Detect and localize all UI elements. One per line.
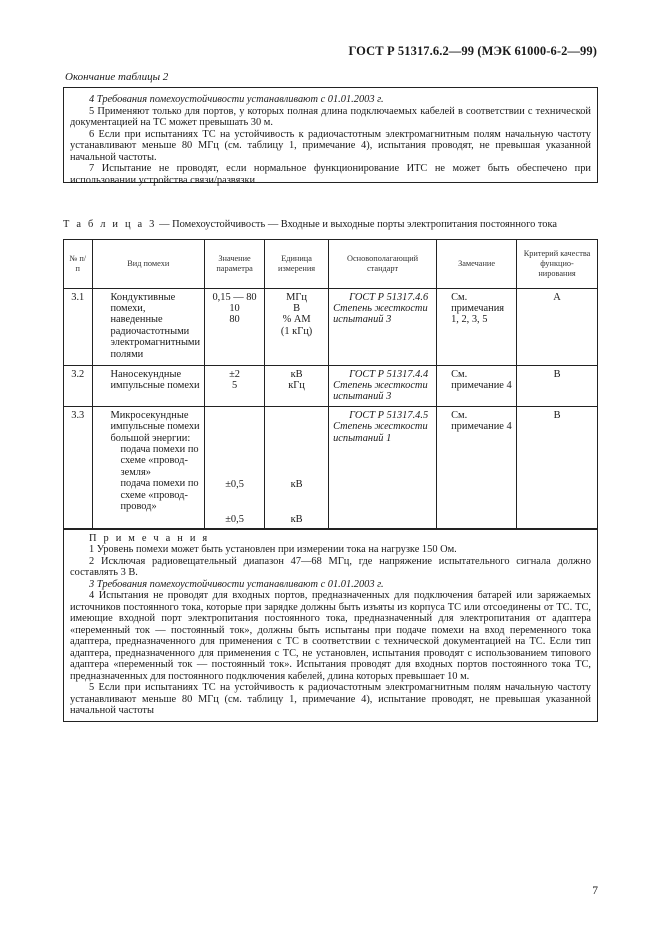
row-remark: См. примечания 1, 2, 3, 5 bbox=[437, 288, 517, 365]
table3-caption-label: Т а б л и ц а 3 bbox=[63, 219, 157, 230]
row-standard-code: ГОСТ Р 51317.4.5 bbox=[349, 409, 429, 421]
row-standard-degree: Степень жесткости испытаний 3 bbox=[333, 379, 428, 403]
row-values bbox=[205, 288, 265, 365]
table3-header-row bbox=[64, 240, 597, 288]
table-row bbox=[64, 288, 597, 365]
table3-note-1: 1 Уровень помехи может быть установлен при измерении тока на нагрузке 150 Ом. bbox=[89, 544, 457, 556]
row-standard bbox=[329, 406, 437, 528]
th-remark: Замечание bbox=[437, 240, 517, 288]
table3 bbox=[63, 239, 598, 722]
notes-title: П р и м е ч а н и я bbox=[89, 532, 210, 544]
row-value: ±2 bbox=[229, 368, 241, 380]
table-row bbox=[64, 406, 597, 528]
row-values bbox=[205, 406, 265, 528]
row-remark: См. примечание 4 bbox=[437, 406, 517, 528]
row-units bbox=[265, 365, 329, 406]
page-header-standard: ГОСТ Р 51317.6.2—99 (МЭК 61000-6-2—99) bbox=[348, 44, 597, 58]
row-value: ±0,5 bbox=[225, 478, 244, 490]
page-number: 7 bbox=[592, 885, 598, 897]
th-value: Значение параметра bbox=[205, 240, 265, 288]
row-unit: МГц bbox=[286, 291, 307, 303]
table3-note-4: 4 Испытания не проводят для входных портов, предназначенных для подключения батарей или заряжаемых источников постоянного тока, которые при зарядке должны быть изъяты из корпуса ТС или отсоединены от ТС. ТС, имеющие входной порт электропитания постоянного тока, предназначенный для электропитания от адаптера «переменный ток — постоянный ток», должны быть испытаны при подаче помехи на вход переменного тока адаптера, предназначенного для применения с ТС в соответствии с технической документацией на ТС. Если тип адаптера, предназначенного для применения с ТС, не установлен, испытания проводят с использованием типового адаптера «переменный ток — постоянный ток». Испытания проводят для входных портов постоянного тока ТС, предназначенных для постоянного подключения кабелей, длина которых превышает 10 м. bbox=[70, 590, 591, 682]
row-units bbox=[265, 406, 329, 528]
row-criterion: В bbox=[517, 406, 597, 528]
row-unit: кВ bbox=[290, 478, 303, 490]
table3-note-3: 3 Требования помехоустойчивости устанавливают с 01.01.2003 г. bbox=[89, 578, 384, 590]
row-values bbox=[205, 365, 265, 406]
row-value: 5 bbox=[231, 379, 238, 391]
row-num: 3.2 bbox=[64, 365, 92, 406]
th-num: № п/п bbox=[64, 240, 92, 288]
table2-note-7: 7 Испытание не проводят, если нормальное функционирование ИТС не может быть обеспечено при использовании устройства связи/развязки bbox=[70, 163, 591, 186]
row-kind: Кондуктивные помехи, наведенные радиочастотными электромагнитными полями bbox=[92, 288, 205, 365]
row-unit: кГц bbox=[288, 379, 305, 391]
row-standard-code: ГОСТ Р 51317.4.6 bbox=[349, 291, 429, 303]
row-kind: Наносекундные импульсные помехи bbox=[92, 365, 205, 406]
th-criterion: Критерий качества функцио- нирования bbox=[517, 240, 597, 288]
row-units bbox=[265, 288, 329, 365]
table3-note-2: 2 Исключая радиовещательный диапазон 47—68 МГц, где напряжение испытательного сигнала должно составлять 3 В. bbox=[70, 555, 591, 579]
row-remark: См. примечание 4 bbox=[437, 365, 517, 406]
table2-note-4: 4 Требования помехоустойчивости устанавливают с 01.01.2003 г. bbox=[89, 94, 384, 105]
row-standard-degree: Степень жесткости испытаний 3 bbox=[333, 302, 428, 326]
row-standard bbox=[329, 288, 437, 365]
row-kind-sub2: подача помехи по схеме «провод-провод» bbox=[120, 478, 199, 512]
table3-notes bbox=[64, 529, 597, 721]
row-num: 3.3 bbox=[64, 406, 92, 528]
row-value: 0,15 — 80 bbox=[212, 291, 257, 303]
row-value: ±0,5 bbox=[225, 513, 244, 525]
table3-caption bbox=[63, 219, 603, 230]
table2-note-5: 5 Применяют только для портов, у которых полная длина подключаемых кабелей в соответствии с технической документацией на ТС может превышать 30 м. bbox=[70, 105, 591, 128]
row-unit: В bbox=[293, 302, 301, 314]
row-unit: % АМ bbox=[282, 314, 311, 326]
row-standard-degree: Степень жесткости испытаний 1 bbox=[333, 421, 428, 444]
row-kind-main: Микросекундные импульсные помехи большой энергии: bbox=[110, 409, 200, 444]
row-unit: кВ bbox=[290, 368, 303, 380]
row-standard bbox=[329, 365, 437, 406]
row-num: 3.1 bbox=[64, 288, 92, 365]
th-unit: Единица измерения bbox=[265, 240, 329, 288]
row-value: 10 bbox=[229, 302, 240, 314]
th-standard: Основополагающий стандарт bbox=[329, 240, 437, 288]
row-unit: (1 кГц) bbox=[280, 325, 313, 337]
table3-caption-text: — Помехоустойчивость — Входные и выходные порты электропитания постоянного тока bbox=[156, 219, 557, 230]
row-criterion: В bbox=[517, 365, 597, 406]
row-standard-code: ГОСТ Р 51317.4.4 bbox=[349, 368, 429, 380]
table-row bbox=[64, 365, 597, 406]
th-kind: Вид помехи bbox=[92, 240, 205, 288]
row-kind-sub1: подача помехи по схеме «провод-земля» bbox=[120, 443, 199, 478]
row-kind bbox=[92, 406, 205, 528]
table2-notes-box bbox=[63, 87, 598, 186]
row-unit: кВ bbox=[290, 513, 303, 525]
table3-note-5: 5 Если при испытаниях ТС на устойчивость к радиочастотным электромагнитным полям начальную частоту устанавливают меньше 80 МГц (см. таблицу 1, примечание 4), испытание проводят, не превышая указанной начальной частоты bbox=[70, 682, 591, 717]
row-criterion: А bbox=[517, 288, 597, 365]
continuation-label: Окончание таблицы 2 bbox=[65, 71, 169, 83]
row-value: 80 bbox=[229, 314, 240, 326]
table2-note-6: 6 Если при испытаниях ТС на устойчивость к радиочастотным электромагнитным полям начальную частоту устанавливают меньше 80 МГц (см. таблицу 1, примечание 4), испытания проводят, не превышая указанной начальной частоты. bbox=[70, 128, 591, 163]
